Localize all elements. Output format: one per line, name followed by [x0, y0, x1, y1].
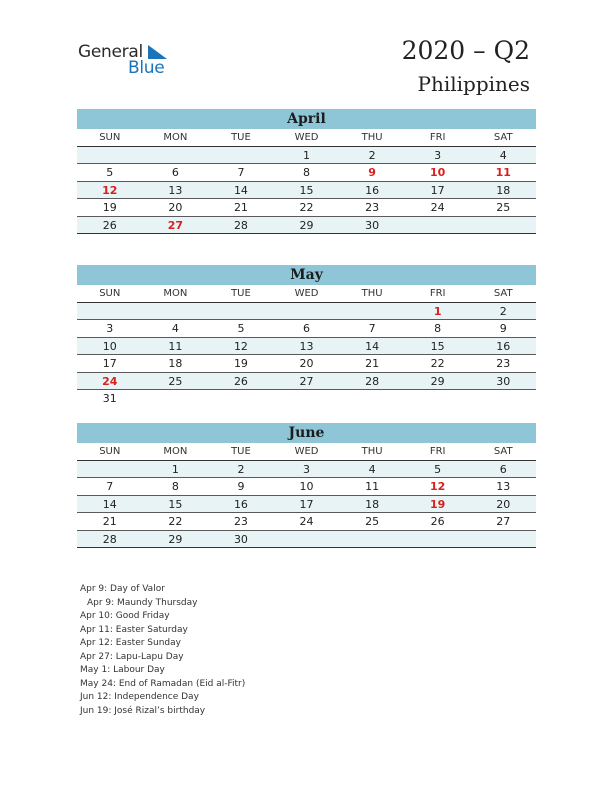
day-cell: 15 — [168, 497, 183, 511]
week-row — [77, 478, 536, 495]
day-cell: 27 — [299, 374, 314, 388]
day-cell: 20 — [496, 497, 511, 511]
empty-day-cell — [339, 390, 405, 407]
weekday-label: SAT — [493, 132, 513, 143]
day-cell: 29 — [168, 532, 183, 546]
month-may — [77, 265, 536, 407]
day-cell: 24 — [430, 201, 445, 215]
day-cell: 9 — [499, 322, 507, 336]
day-cell: 2 — [368, 149, 376, 162]
empty-day-cell — [274, 531, 340, 547]
empty-day-cell — [339, 303, 405, 319]
holiday-note: Apr 9: Maundy Thursday — [87, 597, 198, 608]
day-cell: 12 — [233, 339, 248, 353]
weekday-label: FRI — [429, 446, 446, 457]
empty-day-cell — [405, 531, 471, 547]
weekday-label: SAT — [493, 288, 513, 299]
day-cell: 25 — [168, 374, 183, 388]
week-row — [77, 461, 536, 478]
day-cell: 18 — [365, 497, 380, 511]
holiday-note: Jun 12: Independence Day — [80, 692, 199, 702]
weekday-label: WED — [294, 288, 319, 299]
month-header: May — [77, 265, 536, 285]
day-cell: 22 — [299, 201, 314, 215]
week-row — [77, 513, 536, 530]
month-header: June — [77, 423, 536, 443]
empty-day-cell — [470, 217, 536, 233]
day-cell: 27 — [496, 515, 511, 529]
empty-day-cell — [405, 217, 471, 233]
day-cell: 1 — [303, 149, 311, 162]
day-cell: 25 — [496, 201, 511, 215]
empty-day-cell — [208, 303, 274, 319]
week-row — [77, 390, 536, 407]
logo — [78, 40, 178, 80]
weekday-header-row — [77, 285, 536, 303]
day-cell: 19 — [233, 357, 248, 371]
day-cell: 20 — [168, 201, 183, 215]
week-row — [77, 199, 536, 216]
day-cell: 24 — [102, 374, 118, 388]
day-cell: 16 — [233, 497, 248, 511]
day-cell: 3 — [303, 463, 311, 476]
day-cell: 30 — [233, 532, 248, 546]
month-june — [77, 423, 536, 548]
weekday-label: TUE — [231, 132, 251, 143]
day-cell: 15 — [299, 183, 314, 197]
day-cell: 7 — [368, 322, 376, 336]
weekday-label: SUN — [99, 132, 121, 143]
day-cell: 11 — [168, 339, 183, 353]
holiday-note: Apr 11: Easter Saturday — [80, 624, 188, 635]
day-cell: 4 — [499, 149, 507, 162]
weekday-label: MON — [163, 446, 188, 457]
day-cell: 26 — [430, 515, 445, 529]
day-cell: 12 — [430, 480, 446, 494]
day-cell: 4 — [171, 322, 179, 336]
day-cell: 6 — [499, 463, 507, 476]
day-cell: 22 — [430, 357, 445, 371]
weekday-label: THU — [361, 446, 383, 457]
week-row — [77, 531, 536, 548]
day-cell: 25 — [365, 515, 380, 529]
day-cell: 8 — [434, 322, 442, 336]
day-cell: 10 — [102, 339, 117, 353]
weekday-label: SUN — [99, 288, 121, 299]
day-cell: 22 — [168, 515, 183, 529]
day-cell: 9 — [368, 166, 376, 180]
weekday-label: SUN — [99, 446, 121, 457]
logo-general-text: General — [78, 42, 143, 62]
day-cell: 3 — [434, 149, 442, 162]
empty-day-cell — [274, 303, 340, 319]
day-cell: 26 — [233, 374, 248, 388]
day-cell: 17 — [430, 183, 445, 197]
weekday-label: SAT — [493, 446, 513, 457]
empty-day-cell — [208, 390, 274, 407]
week-row — [77, 217, 536, 234]
day-cell: 14 — [102, 497, 117, 511]
weekday-header-row — [77, 443, 536, 461]
day-cell: 6 — [303, 322, 311, 336]
day-cell: 5 — [237, 322, 245, 336]
day-cell: 30 — [365, 218, 380, 232]
empty-day-cell — [405, 390, 471, 407]
week-row — [77, 355, 536, 372]
day-cell: 23 — [365, 201, 380, 215]
day-cell: 8 — [303, 166, 311, 180]
day-cell: 27 — [167, 218, 184, 232]
day-cell: 19 — [102, 201, 117, 215]
weekday-label: FRI — [429, 132, 446, 143]
holiday-note: Apr 10: Good Friday — [80, 611, 170, 621]
holiday-note: May 1: Labour Day — [80, 665, 165, 675]
day-cell: 9 — [237, 480, 245, 494]
week-row — [77, 164, 536, 181]
month-header: April — [77, 109, 536, 129]
day-cell: 2 — [237, 463, 245, 476]
empty-day-cell — [208, 147, 274, 163]
day-cell: 10 — [299, 480, 314, 494]
holiday-note: Jun 19: José Rizal’s birthday — [80, 705, 206, 716]
day-cell: 30 — [496, 374, 511, 388]
day-cell: 11 — [365, 480, 380, 494]
page-title: 2020 – Q2 — [401, 36, 530, 65]
weekday-label: WED — [294, 132, 319, 143]
holiday-note: Apr 9: Day of Valor — [80, 584, 165, 594]
day-cell: 14 — [365, 339, 380, 353]
day-cell: 17 — [102, 357, 117, 371]
weekday-label: THU — [361, 288, 383, 299]
day-cell: 21 — [233, 201, 248, 215]
empty-day-cell — [339, 531, 405, 547]
weekday-header-row — [77, 129, 536, 147]
weekday-label: TUE — [231, 288, 251, 299]
day-cell: 13 — [496, 480, 511, 494]
day-cell: 5 — [106, 166, 114, 180]
day-cell: 29 — [299, 218, 314, 232]
day-cell: 20 — [299, 357, 314, 371]
day-cell: 16 — [365, 183, 380, 197]
empty-day-cell — [470, 531, 536, 547]
day-cell: 17 — [299, 497, 314, 511]
day-cell: 1 — [171, 463, 179, 476]
weekday-label: TUE — [231, 446, 251, 457]
holiday-note: May 24: End of Ramadan (Eid al-Fitr) — [80, 678, 246, 689]
day-cell: 18 — [496, 183, 511, 197]
weekday-label: WED — [294, 446, 319, 457]
day-cell: 1 — [433, 305, 442, 318]
week-row — [77, 320, 536, 337]
empty-day-cell — [143, 147, 209, 163]
day-cell: 5 — [434, 463, 442, 476]
day-cell: 26 — [102, 218, 117, 232]
day-cell: 12 — [102, 183, 118, 197]
day-cell: 13 — [299, 339, 314, 353]
country-name: Philippines — [417, 72, 530, 96]
day-cell: 13 — [168, 183, 183, 197]
day-cell: 23 — [496, 357, 511, 371]
day-cell: 18 — [168, 357, 183, 371]
week-row — [77, 373, 536, 390]
day-cell: 11 — [495, 166, 511, 180]
day-cell: 28 — [233, 218, 248, 232]
day-cell: 24 — [299, 515, 314, 529]
week-row — [77, 303, 536, 320]
logo-blue-text: Blue — [128, 58, 165, 78]
day-cell: 28 — [365, 374, 380, 388]
day-cell: 29 — [430, 374, 445, 388]
empty-day-cell — [470, 390, 536, 407]
day-cell: 7 — [106, 480, 114, 494]
day-cell: 8 — [171, 480, 179, 494]
day-cell: 23 — [233, 515, 248, 529]
day-cell: 16 — [496, 339, 511, 353]
weekday-label: MON — [163, 132, 188, 143]
empty-day-cell — [274, 390, 340, 407]
week-row — [77, 147, 536, 164]
day-cell: 4 — [368, 463, 376, 476]
day-cell: 28 — [102, 532, 117, 546]
day-cell: 21 — [365, 357, 380, 371]
empty-day-cell — [77, 303, 143, 319]
empty-day-cell — [143, 390, 209, 407]
day-cell: 31 — [102, 391, 117, 405]
empty-day-cell — [77, 461, 143, 477]
day-cell: 3 — [106, 322, 114, 336]
weekday-label: MON — [163, 288, 188, 299]
weekday-label: FRI — [429, 288, 446, 299]
week-row — [77, 182, 536, 199]
day-cell: 10 — [430, 166, 446, 180]
holiday-list — [80, 583, 245, 718]
day-cell: 6 — [171, 166, 179, 180]
weekday-label: THU — [361, 132, 383, 143]
month-april — [77, 109, 536, 234]
empty-day-cell — [77, 147, 143, 163]
week-row — [77, 338, 536, 355]
week-row — [77, 496, 536, 513]
holiday-note: Apr 27: Lapu-Lapu Day — [80, 651, 184, 662]
empty-day-cell — [143, 303, 209, 319]
day-cell: 21 — [102, 515, 117, 529]
day-cell: 15 — [430, 339, 445, 353]
day-cell: 14 — [233, 183, 248, 197]
day-cell: 19 — [430, 497, 446, 511]
day-cell: 2 — [499, 305, 507, 318]
day-cell: 7 — [237, 166, 245, 180]
holiday-note: Apr 12: Easter Sunday — [80, 638, 181, 648]
